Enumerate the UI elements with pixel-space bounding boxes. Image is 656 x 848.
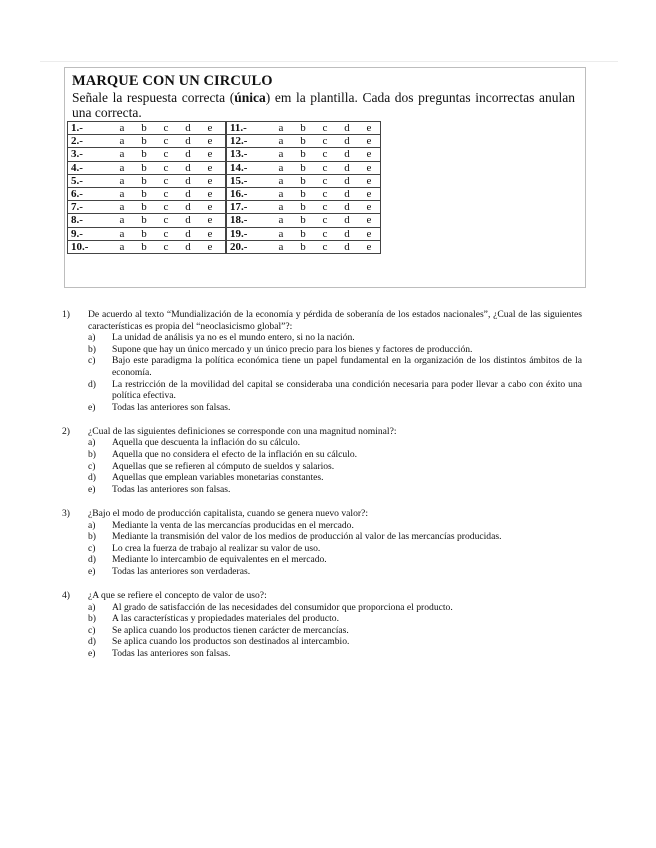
- answer-choice-d[interactable]: d: [336, 135, 358, 148]
- answer-choice-a[interactable]: a: [111, 122, 133, 135]
- answer-choice-d[interactable]: d: [177, 240, 199, 253]
- answer-choice-c[interactable]: c: [155, 135, 177, 148]
- answer-choice-d[interactable]: d: [177, 122, 199, 135]
- answer-choice-d[interactable]: d: [177, 174, 199, 187]
- answer-choice-c[interactable]: c: [314, 135, 336, 148]
- answer-sheet-instructions: [72, 90, 575, 120]
- answer-choice-e[interactable]: e: [358, 122, 381, 135]
- option-text: Aquella que descuenta la inflación do su cálculo.: [112, 437, 301, 449]
- option-item: [62, 484, 582, 496]
- answer-choice-c[interactable]: c: [155, 214, 177, 227]
- option-text: Se aplica cuando los productos tienen carácter de mercancías.: [112, 624, 349, 636]
- answer-choice-e[interactable]: e: [199, 201, 226, 214]
- option-text: Todas las anteriores son falsas.: [112, 647, 231, 659]
- option-letter: c): [88, 624, 96, 636]
- answer-choice-d[interactable]: d: [177, 227, 199, 240]
- answer-choice-e[interactable]: e: [199, 227, 226, 240]
- option-text: Aquellas que emplean variables monetarias constantes.: [112, 472, 324, 484]
- question-header: [62, 426, 582, 438]
- answer-choice-e[interactable]: e: [358, 227, 381, 240]
- option-letter: a): [88, 519, 96, 531]
- answer-grid-row: [68, 122, 381, 135]
- answer-choice-b[interactable]: b: [292, 227, 314, 240]
- option-item: [62, 554, 582, 566]
- answer-choice-e[interactable]: e: [358, 174, 381, 187]
- question-header: [62, 590, 582, 602]
- answer-choice-c[interactable]: c: [155, 240, 177, 253]
- option-item: [62, 625, 582, 637]
- question-block: [62, 590, 582, 660]
- question-number: 1): [62, 309, 70, 320]
- answer-choice-b[interactable]: b: [292, 122, 314, 135]
- answer-choice-a[interactable]: a: [111, 148, 133, 161]
- option-item: [62, 461, 582, 473]
- answer-choice-c[interactable]: c: [314, 201, 336, 214]
- answer-choice-e[interactable]: e: [358, 214, 381, 227]
- question-number-cell: 15.-: [226, 174, 270, 187]
- option-letter: b): [88, 449, 96, 461]
- option-item: [62, 355, 582, 378]
- answer-grid-row: [68, 148, 381, 161]
- answer-grid-row: [68, 174, 381, 187]
- option-letter: a): [88, 601, 96, 613]
- answer-choice-b[interactable]: b: [133, 240, 155, 253]
- option-text: Al grado de satisfacción de las necesidades del consumidor que proporciona el producto.: [112, 601, 453, 613]
- answer-choice-e[interactable]: e: [199, 174, 226, 187]
- answer-choice-b[interactable]: b: [292, 187, 314, 200]
- question-number: 3): [62, 507, 70, 519]
- option-text: Todas las anteriores son falsas.: [112, 401, 231, 413]
- option-text: Todas las anteriores son verdaderas.: [112, 565, 251, 577]
- answer-choice-e[interactable]: e: [199, 135, 226, 148]
- question-number: 4): [62, 589, 70, 601]
- question-number-cell: 18.-: [226, 214, 270, 227]
- option-text: Se aplica cuando los productos son destinados al intercambio.: [112, 636, 350, 648]
- answer-choice-d[interactable]: d: [336, 201, 358, 214]
- option-letter: d): [88, 636, 96, 648]
- option-text: Aquellas que se refieren al cómputo de sueldos y salarios.: [112, 460, 335, 472]
- option-letter: e): [88, 401, 96, 413]
- answer-choice-e[interactable]: e: [199, 240, 226, 253]
- answer-choice-a[interactable]: a: [111, 227, 133, 240]
- answer-choice-a[interactable]: a: [111, 240, 133, 253]
- instruction-text-before: Señale la respuesta correcta (: [72, 90, 235, 105]
- answer-grid-row: [68, 187, 381, 200]
- question-block: [62, 426, 582, 496]
- option-text: A las características y propiedades materiales del producto.: [112, 613, 339, 625]
- answer-choice-a[interactable]: a: [270, 187, 292, 200]
- question-number-cell: 7.-: [68, 201, 112, 214]
- option-letter: d): [88, 554, 96, 566]
- answer-choice-e[interactable]: e: [358, 187, 381, 200]
- option-text: Aquella que no considera el efecto de la inflación en su cálculo.: [112, 449, 358, 461]
- option-item: [62, 449, 582, 461]
- answer-choice-c[interactable]: c: [155, 201, 177, 214]
- answer-choice-b[interactable]: b: [133, 148, 155, 161]
- answer-choice-a[interactable]: a: [270, 174, 292, 187]
- answer-choice-d[interactable]: d: [177, 148, 199, 161]
- question-number-cell: 16.-: [226, 187, 270, 200]
- question-number-cell: 10.-: [68, 240, 112, 253]
- answer-choice-c[interactable]: c: [314, 161, 336, 174]
- answer-choice-a[interactable]: a: [111, 174, 133, 187]
- answer-choice-b[interactable]: b: [133, 174, 155, 187]
- option-letter: e): [88, 565, 96, 577]
- answer-choice-e[interactable]: e: [199, 161, 226, 174]
- option-letter: d): [88, 472, 96, 484]
- answer-choice-c[interactable]: c: [155, 161, 177, 174]
- option-item: [62, 613, 582, 625]
- question-block: [62, 309, 582, 413]
- option-item: [62, 379, 582, 402]
- option-letter: c): [88, 355, 96, 367]
- option-text: Mediante la venta de las mercancías producidas en el mercado.: [112, 519, 354, 531]
- answer-choice-a[interactable]: a: [111, 201, 133, 214]
- instruction-text-bold: única: [234, 90, 266, 105]
- answer-choice-a[interactable]: a: [270, 135, 292, 148]
- question-number-cell: 20.-: [226, 240, 270, 253]
- answer-choice-e[interactable]: e: [199, 214, 226, 227]
- answer-choice-b[interactable]: b: [133, 122, 155, 135]
- answer-grid-row: [68, 227, 381, 240]
- option-letter: e): [88, 647, 96, 659]
- answer-choice-e[interactable]: e: [199, 187, 226, 200]
- answer-choice-b[interactable]: b: [292, 214, 314, 227]
- answer-choice-b[interactable]: b: [133, 201, 155, 214]
- option-item: [62, 472, 582, 484]
- answer-choice-b[interactable]: b: [133, 161, 155, 174]
- answer-choice-e[interactable]: e: [358, 240, 381, 253]
- answer-choice-d[interactable]: d: [336, 240, 358, 253]
- option-item: [62, 602, 582, 614]
- answer-choice-c[interactable]: c: [314, 240, 336, 253]
- answer-choice-e[interactable]: e: [358, 135, 381, 148]
- option-item: [62, 636, 582, 648]
- option-text: Mediante la transmisión del valor de los medios de producción al valor de las mercancías producidas.: [112, 531, 502, 543]
- option-letter: d): [88, 378, 96, 390]
- answer-choice-b[interactable]: b: [292, 148, 314, 161]
- answer-choice-a[interactable]: a: [270, 122, 292, 135]
- option-text: La unidad de análisis ya no es el mundo entero, si no la nación.: [112, 332, 355, 344]
- answer-grid-row: [68, 240, 381, 253]
- question-text: ¿A que se refiere el concepto de valor de uso?:: [88, 589, 267, 601]
- answer-choice-a[interactable]: a: [270, 148, 292, 161]
- answer-choice-e[interactable]: e: [199, 122, 226, 135]
- answer-choice-d[interactable]: d: [336, 148, 358, 161]
- option-letter: b): [88, 343, 96, 355]
- answer-choice-d[interactable]: d: [177, 214, 199, 227]
- answer-choice-c[interactable]: c: [314, 227, 336, 240]
- answer-choice-a[interactable]: a: [111, 187, 133, 200]
- answer-choice-c[interactable]: c: [314, 214, 336, 227]
- answer-choice-c[interactable]: c: [155, 187, 177, 200]
- option-letter: a): [88, 332, 96, 344]
- option-letter: c): [88, 460, 96, 472]
- option-item: [62, 543, 582, 555]
- answer-choice-d[interactable]: d: [336, 174, 358, 187]
- answer-choice-a[interactable]: a: [111, 161, 133, 174]
- answer-choice-b[interactable]: b: [292, 201, 314, 214]
- question-text: De acuerdo al texto “Mundialización de la economía y pérdida de soberanía de los estados nacionales”, ¿Cual de las siguientes características es propia del “neoclasicismo global”?:: [88, 309, 582, 332]
- answer-choice-b[interactable]: b: [292, 240, 314, 253]
- question-number-cell: 17.-: [226, 201, 270, 214]
- question-header: [62, 309, 582, 332]
- option-text: Lo crea la fuerza de trabajo al realizar su valor de uso.: [112, 542, 321, 554]
- option-letter: b): [88, 613, 96, 625]
- answer-choice-b[interactable]: b: [292, 161, 314, 174]
- answer-choice-d[interactable]: d: [336, 187, 358, 200]
- option-item: [62, 566, 582, 578]
- answer-grid-row: [68, 214, 381, 227]
- question-text: ¿Cual de las siguientes definiciones se corresponde con una magnitud nominal?:: [88, 425, 397, 437]
- question-number-cell: 14.-: [226, 161, 270, 174]
- question-number-cell: 12.-: [226, 135, 270, 148]
- option-item: [62, 531, 582, 543]
- answer-choice-a[interactable]: a: [270, 227, 292, 240]
- question-block: [62, 508, 582, 578]
- answer-choice-a[interactable]: a: [111, 214, 133, 227]
- answer-choice-c[interactable]: c: [155, 227, 177, 240]
- answer-choice-d[interactable]: d: [177, 201, 199, 214]
- answer-grid-row: [68, 135, 381, 148]
- answer-choice-d[interactable]: d: [177, 161, 199, 174]
- answer-choice-c[interactable]: c: [314, 187, 336, 200]
- question-number-cell: 1.-: [68, 122, 112, 135]
- question-header: [62, 508, 582, 520]
- option-letter: a): [88, 437, 96, 449]
- option-item: [62, 648, 582, 660]
- answer-grid: [67, 121, 381, 254]
- answer-choice-d[interactable]: d: [336, 122, 358, 135]
- option-text: Todas las anteriores son falsas.: [112, 483, 231, 495]
- answer-choice-a[interactable]: a: [270, 214, 292, 227]
- answer-choice-e[interactable]: e: [358, 148, 381, 161]
- option-item: [62, 437, 582, 449]
- answer-choice-e[interactable]: e: [199, 148, 226, 161]
- option-text: Mediante lo intercambio de equivalentes en el mercado.: [112, 554, 327, 566]
- question-number-cell: 13.-: [226, 148, 270, 161]
- answer-choice-c[interactable]: c: [155, 148, 177, 161]
- answer-choice-b[interactable]: b: [133, 227, 155, 240]
- answer-choice-a[interactable]: a: [270, 240, 292, 253]
- question-number-cell: 9.-: [68, 227, 112, 240]
- option-item: [62, 402, 582, 414]
- answer-choice-d[interactable]: d: [336, 227, 358, 240]
- answer-choice-a[interactable]: a: [270, 161, 292, 174]
- top-divider: [40, 61, 618, 62]
- answer-choice-c[interactable]: c: [155, 122, 177, 135]
- question-number-cell: 3.-: [68, 148, 112, 161]
- answer-choice-c[interactable]: c: [314, 174, 336, 187]
- answer-choice-b[interactable]: b: [133, 187, 155, 200]
- answer-choice-c[interactable]: c: [155, 174, 177, 187]
- option-letter: e): [88, 483, 96, 495]
- answer-choice-d[interactable]: d: [177, 135, 199, 148]
- answer-choice-b[interactable]: b: [133, 135, 155, 148]
- option-item: [62, 332, 582, 344]
- answer-choice-d[interactable]: d: [177, 187, 199, 200]
- answer-choice-e[interactable]: e: [358, 161, 381, 174]
- answer-choice-b[interactable]: b: [133, 214, 155, 227]
- answer-choice-e[interactable]: e: [358, 201, 381, 214]
- answer-choice-a[interactable]: a: [270, 201, 292, 214]
- option-text: Bajo este paradigma la política económica tiene un papel fundamental en la organización de los distintos ámbitos de la economía.: [112, 355, 582, 378]
- option-item: [62, 520, 582, 532]
- option-item: [62, 344, 582, 356]
- option-text: La restricción de la movilidad del capital se consideraba una condición necesaria para poder llevar a cabo con éxito una política efectiva.: [112, 378, 582, 402]
- answer-sheet-title: MARQUE CON UN CIRCULO: [72, 73, 273, 89]
- instruction-text-after: ) em la plantilla. Cada dos preguntas incorrectas anulan una correcta.: [72, 90, 575, 120]
- answer-choice-c[interactable]: c: [314, 122, 336, 135]
- answer-choice-d[interactable]: d: [336, 214, 358, 227]
- question-number-cell: 2.-: [68, 135, 112, 148]
- option-text: Supone que hay un único mercado y un único precio para los bienes y factores de producción.: [112, 343, 473, 355]
- option-letter: b): [88, 531, 96, 543]
- question-text: ¿Bajo el modo de producción capitalista, cuando se genera nuevo valor?:: [88, 507, 368, 519]
- answer-choice-b[interactable]: b: [292, 135, 314, 148]
- question-number-cell: 5.-: [68, 174, 112, 187]
- answer-grid-row: [68, 201, 381, 214]
- question-number-cell: 11.-: [226, 122, 270, 135]
- answer-choice-b[interactable]: b: [292, 174, 314, 187]
- option-letter: c): [88, 542, 96, 554]
- question-number: 2): [62, 425, 70, 437]
- question-number-cell: 19.-: [226, 227, 270, 240]
- question-number-cell: 6.-: [68, 187, 112, 200]
- question-number-cell: 8.-: [68, 214, 112, 227]
- answer-choice-d[interactable]: d: [336, 161, 358, 174]
- question-list: [62, 309, 582, 672]
- answer-choice-a[interactable]: a: [111, 135, 133, 148]
- question-number-cell: 4.-: [68, 161, 112, 174]
- answer-grid-row: [68, 161, 381, 174]
- answer-choice-c[interactable]: c: [314, 148, 336, 161]
